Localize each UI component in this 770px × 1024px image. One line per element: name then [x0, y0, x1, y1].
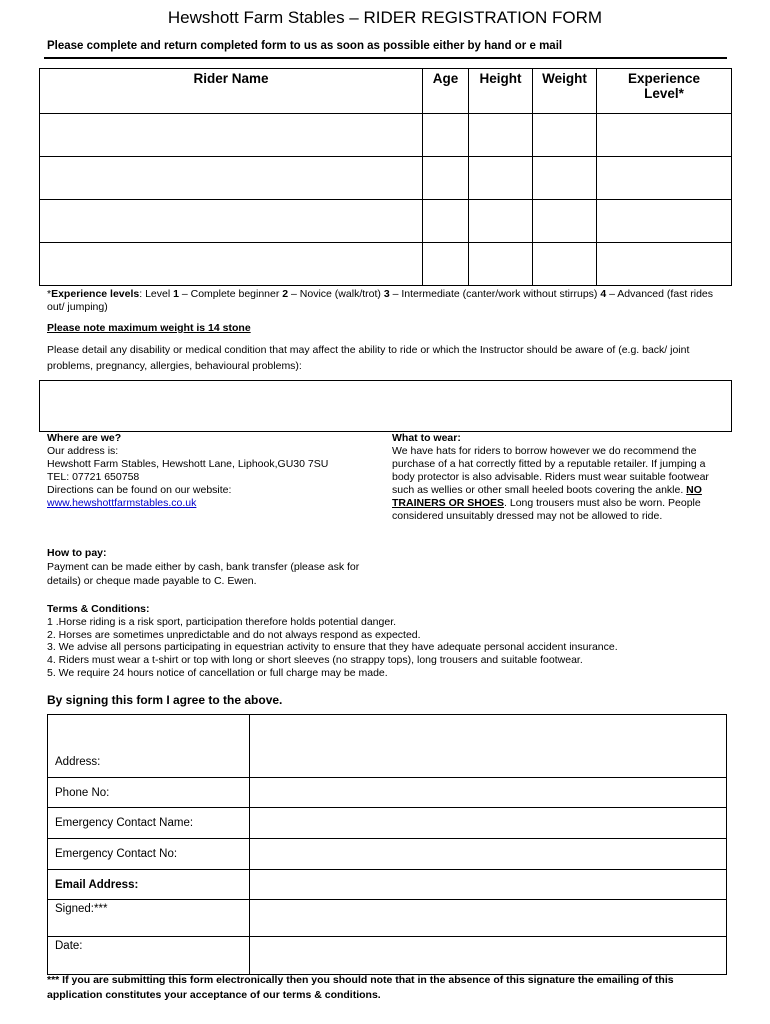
emergency-number-label: Emergency Contact No:	[48, 839, 250, 870]
age-cell[interactable]	[423, 157, 469, 200]
form-instructions: Please complete and return completed form to us as soon as possible either by hand or e mail	[47, 40, 563, 52]
telephone: TEL: 07721 650758	[47, 471, 140, 483]
email-field[interactable]	[250, 870, 727, 900]
address-field[interactable]	[250, 715, 727, 778]
rider-name-cell[interactable]	[40, 157, 423, 200]
weight-cell[interactable]	[533, 243, 597, 286]
terms-section	[47, 603, 737, 680]
experience-cell[interactable]	[597, 157, 732, 200]
experience-levels-note: *Experience levels: Level 1 – Complete beginner 2 – Novice (walk/trot) 3 – Intermediate (canter/work without stirrups) 4 – Advanced (fast rides out/ jumping)	[47, 288, 713, 313]
pay-heading: How to pay:	[47, 547, 107, 559]
where-are-we-section	[47, 432, 377, 510]
signed-label: Signed:***	[48, 900, 250, 937]
term-item: 1 .Horse riding is a risk sport, participation therefore holds potential danger.	[47, 615, 397, 628]
wear-text: We have hats for riders to borrow however we do recommend the purchase of a hat correctly fitted by a reputable retailer. If jumping a body protector is also advisable. Riders must wear suitable footwear such as wellies or other small heeled boots covering the ankle. NO TRAINERS OR SHOES. Long trousers must also be worn. People considered unsuitably dressed may not be allowed to ride.	[392, 445, 709, 522]
experience-cell[interactable]	[597, 200, 732, 243]
address-row	[48, 715, 727, 778]
weight-cell[interactable]	[533, 114, 597, 157]
emergency-name-label: Emergency Contact Name:	[48, 808, 250, 839]
address-label: Address:	[48, 715, 250, 778]
age-cell[interactable]	[423, 243, 469, 286]
weight-cell[interactable]	[533, 200, 597, 243]
rider-row	[40, 200, 732, 243]
term-item: 2. Horses are sometimes unpredictable and do not always respond as expected.	[47, 628, 421, 641]
disability-instructions: Please detail any disability or medical condition that may affect the ability to ride or which the Instructor should be aware of (e.g. back/ joint problems, pregnancy, allergies, behavioural problems):	[47, 344, 690, 372]
term-item: 4. Riders must wear a t-shirt or top with long or short sleeves (no strappy tops), long trousers and suitable footwear.	[47, 654, 583, 667]
how-to-pay-section	[47, 546, 387, 588]
where-heading: Where are we?	[47, 432, 122, 444]
directions-note: Directions can be found on our website:	[47, 484, 232, 496]
col-experience-level: Experience Level*	[597, 69, 732, 114]
email-label: Email Address:	[48, 870, 250, 900]
rider-row	[40, 114, 732, 157]
col-weight: Weight	[533, 69, 597, 114]
height-cell[interactable]	[469, 200, 533, 243]
height-cell[interactable]	[469, 157, 533, 200]
signature-field[interactable]	[250, 900, 727, 937]
address-intro: Our address is:	[47, 445, 119, 457]
what-to-wear-section	[392, 432, 727, 523]
stable-address: Hewshott Farm Stables, Hewshott Lane, Liphook,GU30 7SU	[47, 458, 329, 470]
form-title: Hewshott Farm Stables – RIDER REGISTRATION FORM	[167, 8, 603, 27]
date-field[interactable]	[250, 937, 727, 975]
emergency-number-field[interactable]	[250, 839, 727, 870]
emergency-number-row	[48, 839, 727, 870]
phone-field[interactable]	[250, 778, 727, 808]
agreement-statement: By signing this form I agree to the above.	[47, 693, 283, 707]
title-underline	[44, 57, 727, 59]
weight-cell[interactable]	[533, 157, 597, 200]
term-item: 5. We require 24 hours notice of cancellation or full charge may be made.	[47, 666, 388, 679]
email-row	[48, 870, 727, 900]
contact-details-table	[47, 714, 727, 975]
col-rider-name: Rider Name	[40, 69, 423, 114]
col-height: Height	[469, 69, 533, 114]
col-age: Age	[423, 69, 469, 114]
max-weight-note: Please note maximum weight is 14 stone	[47, 322, 251, 334]
rider-name-cell[interactable]	[40, 243, 423, 286]
rider-row	[40, 243, 732, 286]
electronic-submission-note: *** If you are submitting this form electronically then you should note that in the absence of this signature the emailing of this application constitutes your acceptance of our terms & conditions.	[47, 974, 674, 1001]
no-trainers-warning: NO TRAINERS OR SHOES	[392, 484, 702, 509]
rider-table	[39, 68, 732, 286]
experience-cell[interactable]	[597, 114, 732, 157]
emergency-name-field[interactable]	[250, 808, 727, 839]
rider-name-cell[interactable]	[40, 114, 423, 157]
age-cell[interactable]	[423, 114, 469, 157]
rider-name-cell[interactable]	[40, 200, 423, 243]
website-link[interactable]: www.hewshottfarmstables.co.uk	[47, 497, 197, 509]
phone-label: Phone No:	[48, 778, 250, 808]
medical-conditions-box[interactable]	[39, 380, 732, 432]
phone-row	[48, 778, 727, 808]
wear-heading: What to wear:	[392, 432, 461, 444]
signed-row	[48, 900, 727, 937]
pay-text: Payment can be made either by cash, bank transfer (please ask for details) or cheque made payable to C. Ewen.	[47, 561, 360, 587]
terms-heading: Terms & Conditions:	[47, 603, 150, 615]
rider-table-header	[40, 69, 732, 114]
rider-row	[40, 157, 732, 200]
age-cell[interactable]	[423, 200, 469, 243]
date-row	[48, 937, 727, 975]
term-item: 3. We advise all persons participating in equestrian activity to ensure that they have adequate personal accident insurance.	[47, 641, 618, 654]
experience-cell[interactable]	[597, 243, 732, 286]
date-label: Date:	[48, 937, 250, 975]
height-cell[interactable]	[469, 114, 533, 157]
height-cell[interactable]	[469, 243, 533, 286]
emergency-name-row	[48, 808, 727, 839]
